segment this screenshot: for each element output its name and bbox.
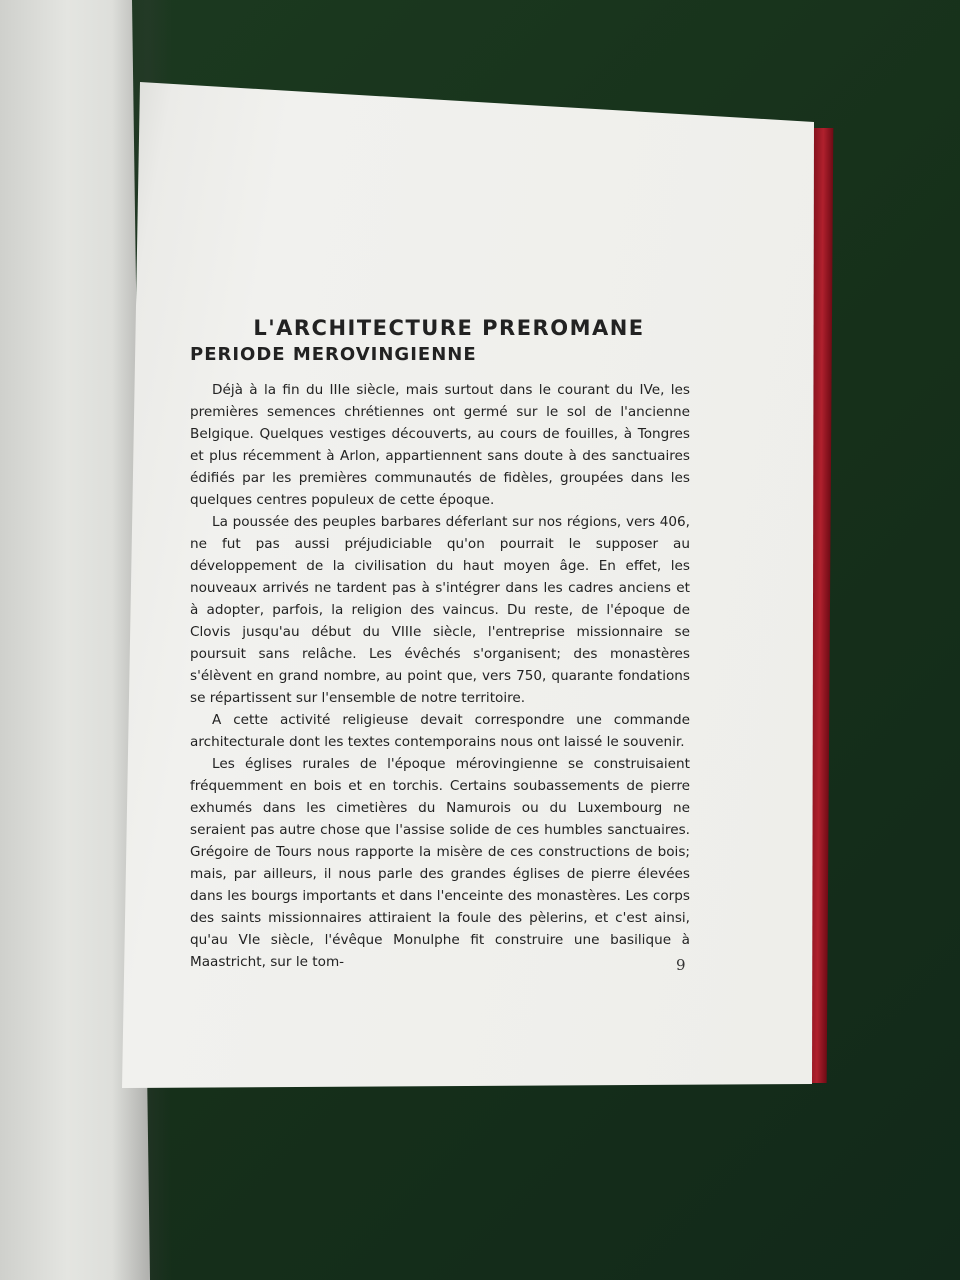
paragraph-4: Les églises rurales de l'époque mérovingienne se construisaient fréquemment en bois et en torchis. Certains soubassements de pierre exhumés dans les cimetières du Namurois ou du Luxembourg ne seraient pas autre chose que l'assise solide de ces humbles sanctuaires. Grégoire de Tours nous rapporte la misère de ces constructions de bois; mais, par ailleurs, il nous parle des grandes églises de pierre élevées dans les bourgs importants et dans l'enceinte des monastères. Les corps des saints missionnaires attiraient la foule des pèlerins, et c'est ainsi, qu'au VIe siècle, l'évêque Monulphe fit construire une basilique à Maastricht, sur le tom- — [190, 756, 690, 970]
page-number: 9 — [676, 956, 686, 974]
paragraph-3: A cette activité religieuse devait correspondre une commande architecturale dont les textes contemporains nous ont laissé le souvenir. — [190, 712, 690, 750]
paragraph-2: La poussée des peuples barbares déferlant sur nos régions, vers 406, ne fut pas aussi préjudiciable qu'on pourrait le supposer au développement de la civilisation du haut moyen âge. En effet, les nouveaux arrivés ne tardent pas à s'intégrer dans les cadres anciens et à adopter, parfois, la religion des vaincus. Du reste, de l'époque de Clovis jusqu'au début du VIIIe siècle, l'entreprise missionnaire se poursuit sans relâche. Les évêchés s'organisent; des monastères s'élèvent en grand nombre, au point que, vers 750, quarante fondations se répartissent sur l'ensemble de notre territoire. — [190, 514, 690, 706]
page-text — [190, 316, 690, 973]
chapter-title: L'ARCHITECTURE PREROMANE — [253, 316, 645, 340]
section-title: PERIODE MEROVINGIENNE — [190, 344, 477, 365]
paragraph-1: Déjà à la fin du IIIe siècle, mais surtout dans le courant du IVe, les premières semences chrétiennes ont germé sur le sol de l'ancienne Belgique. Quelques vestiges découverts, au cours de fouilles, à Tongres et plus récemment à Arlon, appartiennent sans doute à des sanctuaires édifiés par les premières communautés de fidèles, groupées dans les quelques centres populeux de cette époque. — [190, 382, 690, 508]
